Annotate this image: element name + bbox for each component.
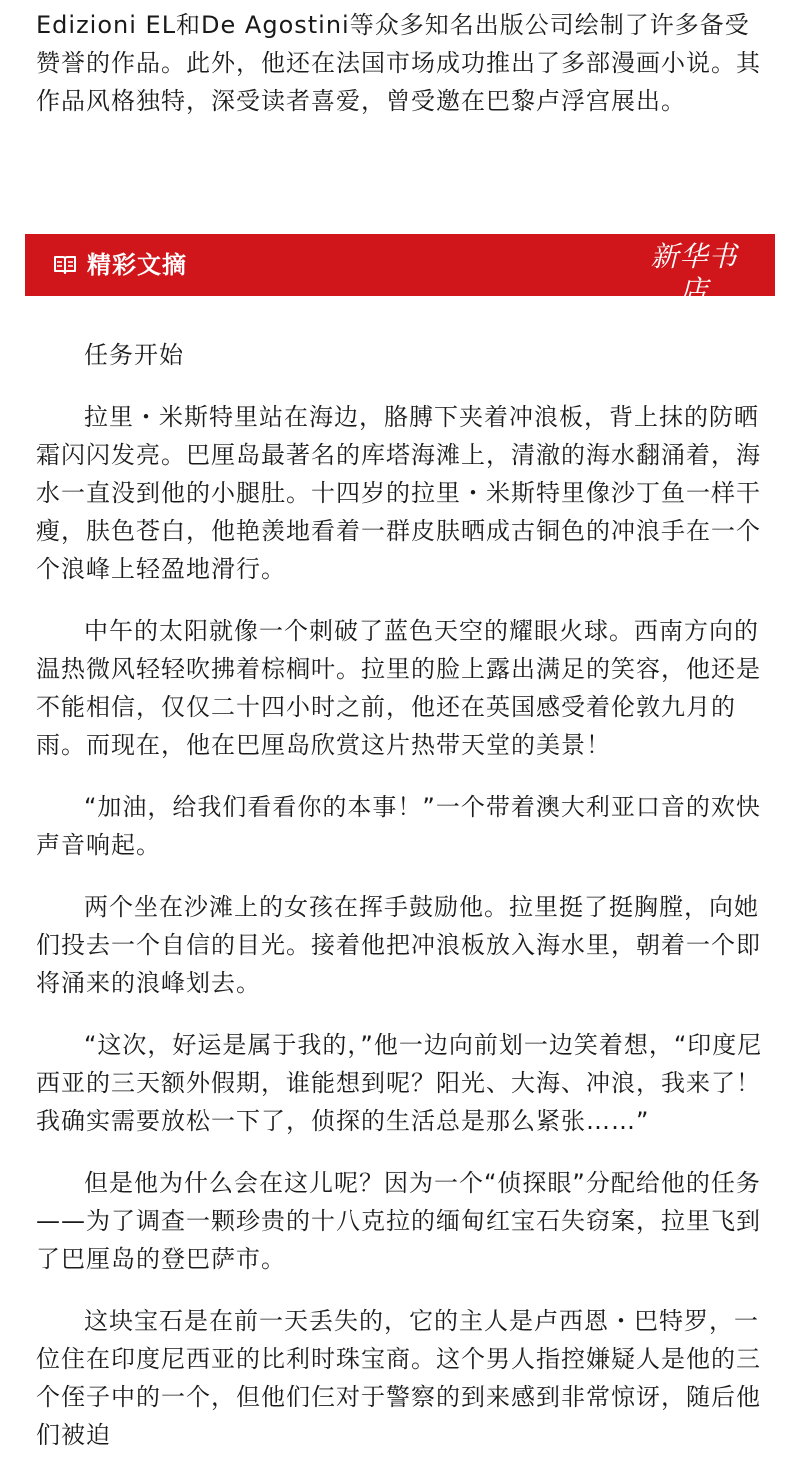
- article-paragraph: “加油，给我们看看你的本事！”一个带着澳大利亚口音的欢快声音响起。: [36, 793, 761, 859]
- intro-paragraph: Edizioni EL和De Agostini等众多知名出版公司绘制了许多备受赞誉的作品。此外，他还在法国市场成功推出了多部漫画小说。其作品风格独特，深受读者喜爱，曾受邀在巴黎卢浮宫展出。: [36, 11, 761, 115]
- article-paragraph: 但是他为什么会在这儿呢？因为一个“侦探眼”分配给他的任务——为了调查一颗珍贵的十八克拉的缅甸红宝石失窃案，拉里飞到了巴厘岛的登巴萨市。: [36, 1169, 761, 1273]
- article-paragraph: 这块宝石是在前一天丢失的，它的主人是卢西恩・巴特罗，一位住在印度尼西亚的比利时珠宝商。这个男人指控嫌疑人是他的三个侄子中的一个，但他们仨对于警察的到来感到非常惊讶，随后他们被迫: [36, 1307, 761, 1449]
- section-banner: [25, 234, 775, 317]
- article-paragraph: “这次，好运是属于我的，”他一边向前划一边笑着想，“印度尼西亚的三天额外假期，谁能想到呢？阳光、大海、冲浪，我来了！我确实需要放松一下了，侦探的生活总是那么紧张……”: [36, 1031, 763, 1135]
- article-paragraph: 两个坐在沙滩上的女孩在挥手鼓励他。拉里挺了挺胸膛，向她们投去一个自信的目光。接着他把冲浪板放入海水里，朝着一个即将涌来的浪峰划去。: [36, 893, 761, 997]
- xinhua-bookstore-logo: [639, 240, 749, 317]
- open-book-icon: [53, 254, 77, 276]
- brand-name-cn: 新华书店: [650, 240, 738, 307]
- chapter-heading: 任务开始: [84, 341, 184, 369]
- article-excerpt: [36, 336, 768, 1478]
- banner-title: 精彩文摘: [87, 251, 187, 279]
- article-paragraph: 中午的太阳就像一个刺破了蓝色天空的耀眼火球。西南方向的温热微风轻轻吹拂着棕榈叶。拉里的脸上露出满足的笑容，他还是不能相信，仅仅二十四小时之前，他还在英国感受着伦敦九月的雨。而现在，他在巴厘岛欣赏这片热带天堂的美景！: [36, 617, 761, 759]
- brand-name-en: XINHUA BOOKSTORE: [645, 309, 743, 317]
- article-paragraph: 拉里・米斯特里站在海边，胳膊下夹着冲浪板，背上抹的防晒霜闪闪发亮。巴厘岛最著名的库塔海滩上，清澈的海水翻涌着，海水一直没到他的小腿肚。十四岁的拉里・米斯特里像沙丁鱼一样干瘦，肤色苍白，他艳羡地看着一群皮肤晒成古铜色的冲浪手在一个个浪峰上轻盈地滑行。: [36, 403, 761, 583]
